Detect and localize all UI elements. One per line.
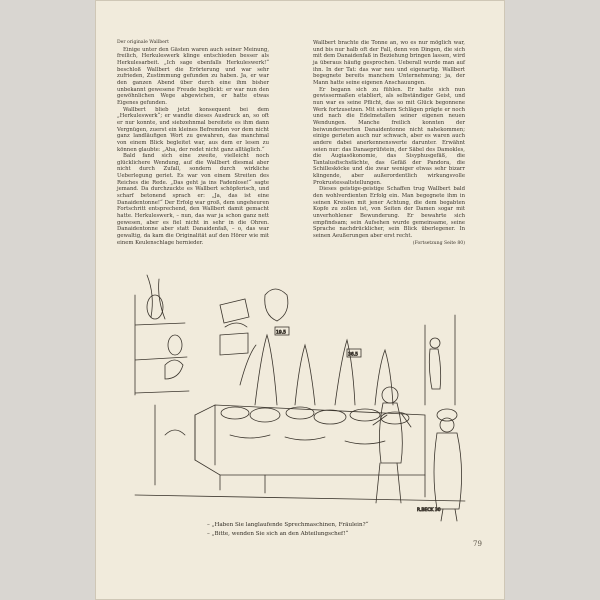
hat-display-drawing — [195, 327, 425, 497]
right-text-column — [313, 40, 465, 247]
price-tag: 19.5 — [276, 330, 287, 336]
shelf-drawing — [135, 275, 288, 395]
paragraph: Wallbert blieb jetzt konsequent bei dem „Herkuleswerk“; er wandte dieses Ausdruck an, so oft er nur konnte, und siebzehnmal bereitete es ihm dann Vergnügen, zuerst ein kleines Befremden vor dem nicht ganz landläufigen Wort zu gewahren, das manchmal von einem Blick begleitet war, aus dem er lesen zu können glaubte: „Aha, der redet nicht ganz alltäglich.“ — [117, 106, 269, 153]
caption-line: – „Bitte, wenden Sie sich an den Abteilungschef!“ — [207, 531, 349, 537]
magazine-page — [95, 0, 505, 600]
artist-signature: R.BECK 30 — [417, 508, 441, 513]
illustration-caption — [207, 521, 407, 539]
paragraph: Einige unter den Gästen waren auch seiner Meinung, freilich, Herkuleswerk klinge entschieden besser als Herkulesarbeit. „Ich sage ebenfalls Herkuleswerk!“ beschloß Wallbert die Erörterung und war sehr zufrieden, Zustimmung gefunden zu haben. Ja, er war den ganzen Abend über durch eine ihm bisher unbekannt gewesene Freude beglückt: er war nun den gewöhnlichen Wege abgewichen, er hatte etwas Eigenes gefunden. — [117, 46, 269, 106]
paragraph: Er begann sich zu fühlen. Er hatte sich nun gewissermaßen etabliert, als selbständiger Geist, und nun war es seine Pflicht, das so mit Glück begonnene Werk fortzusetzen. Mit sichern Schlägen prägte er noch und nach die Edelmetallen seiner eigenen neuen Wendungen. Manche freilich konnten der beiwunderwerten Danaidentonne nicht nahekommen; einige gerieten auch nur schwach, aber es waren auch andere dabei anerkennenswerte darunter. Erwähnt seien nur: das Danaeprüfstein, der Säbel des Damokles, die Augiasökonomie, das Sisyphusgefäß, die Tantalusfischsfächte, das Gefäß der Pandora, die Schillesköcke und die zwar weniger etwas sehr bizarr klingende, aber außerordentlich wirkungsvolle Prokrustessaltstellungen. — [313, 86, 465, 186]
caption-line: – „Haben Sie langlaufende Sprechmaschinen, Fräulein?“ — [207, 522, 369, 528]
paragraph: Dieses geistige-geistige Schaffen trug Wallbert bald den wohlverdienten Erfolg ein. Man begegnete ihm in seinen Kreisen mit jener Achtung, die dem begabten Kopfe zu zollen ist, von Seiten der Damen sogar mit unverhohlener Bewunderung. Er bewahrte sich empfindsam; sein Aufsehen wurde gemeinsame, seine Sprache nachdrücklicher, sein Blick überlegener. In seinen Aeußerungen aber erst recht. — [313, 186, 465, 240]
saleswoman-figure — [373, 387, 411, 503]
customer-figure — [434, 409, 462, 521]
background-figure — [425, 315, 455, 405]
paragraph: Wallbert brachte die Tonne an, wo es nur möglich war, und bis nur halb oft der Fall, denn von Dingen, die sich mit dem Danaidenfaß in Beziehung bringen lassen, wird ja überaus häufig gesprochen. Ueberall wurde man auf ihn. In der Tat: das war neu und eigenartig. Wallbert begegnete bereits manchem Unternehmung; ja, der Mann hatte seine eigenen Anschauungen. — [313, 40, 465, 86]
page-number: 79 — [473, 540, 482, 548]
continuation-note: (Fortsetzung Seite 80) — [412, 240, 465, 246]
running-head: Der originale Wallbert — [117, 40, 169, 45]
left-text-column — [117, 40, 269, 246]
shop-illustration — [125, 265, 475, 523]
paragraph: Bald fand sich eine zweite, vielleicht noch glücklichere Wendung, auf die Wallbert diesmal aber nicht durch Zufall, sondern durch wirkliche Ueberlegung geriet. Es war von einem Streiten des Reiches die Rede. „Das geht ja ins Fadenlose!“ sagte jemand. Da durchzuckte es Wallbert schöpferisch, und scharf betonend sprach er: „Ja, das ist eine Danaidentonne!“ Der Erfolg war groß, dem ungeheuren Fortschritt entsprechend, den Wallbert damit gemacht hatte. Herkuleswerk, – nun, das war ja schon ganz nett gewesen, aber es fiel nicht in sehr in die Ohren. Danaidentonne aber statt Danaidenfaß, – o, das war gewaltig, da kam die Originalität auf den Hörer wie mit einem Keulenschlage hernieder. — [117, 153, 269, 246]
price-tag: 36.5 — [348, 352, 359, 358]
